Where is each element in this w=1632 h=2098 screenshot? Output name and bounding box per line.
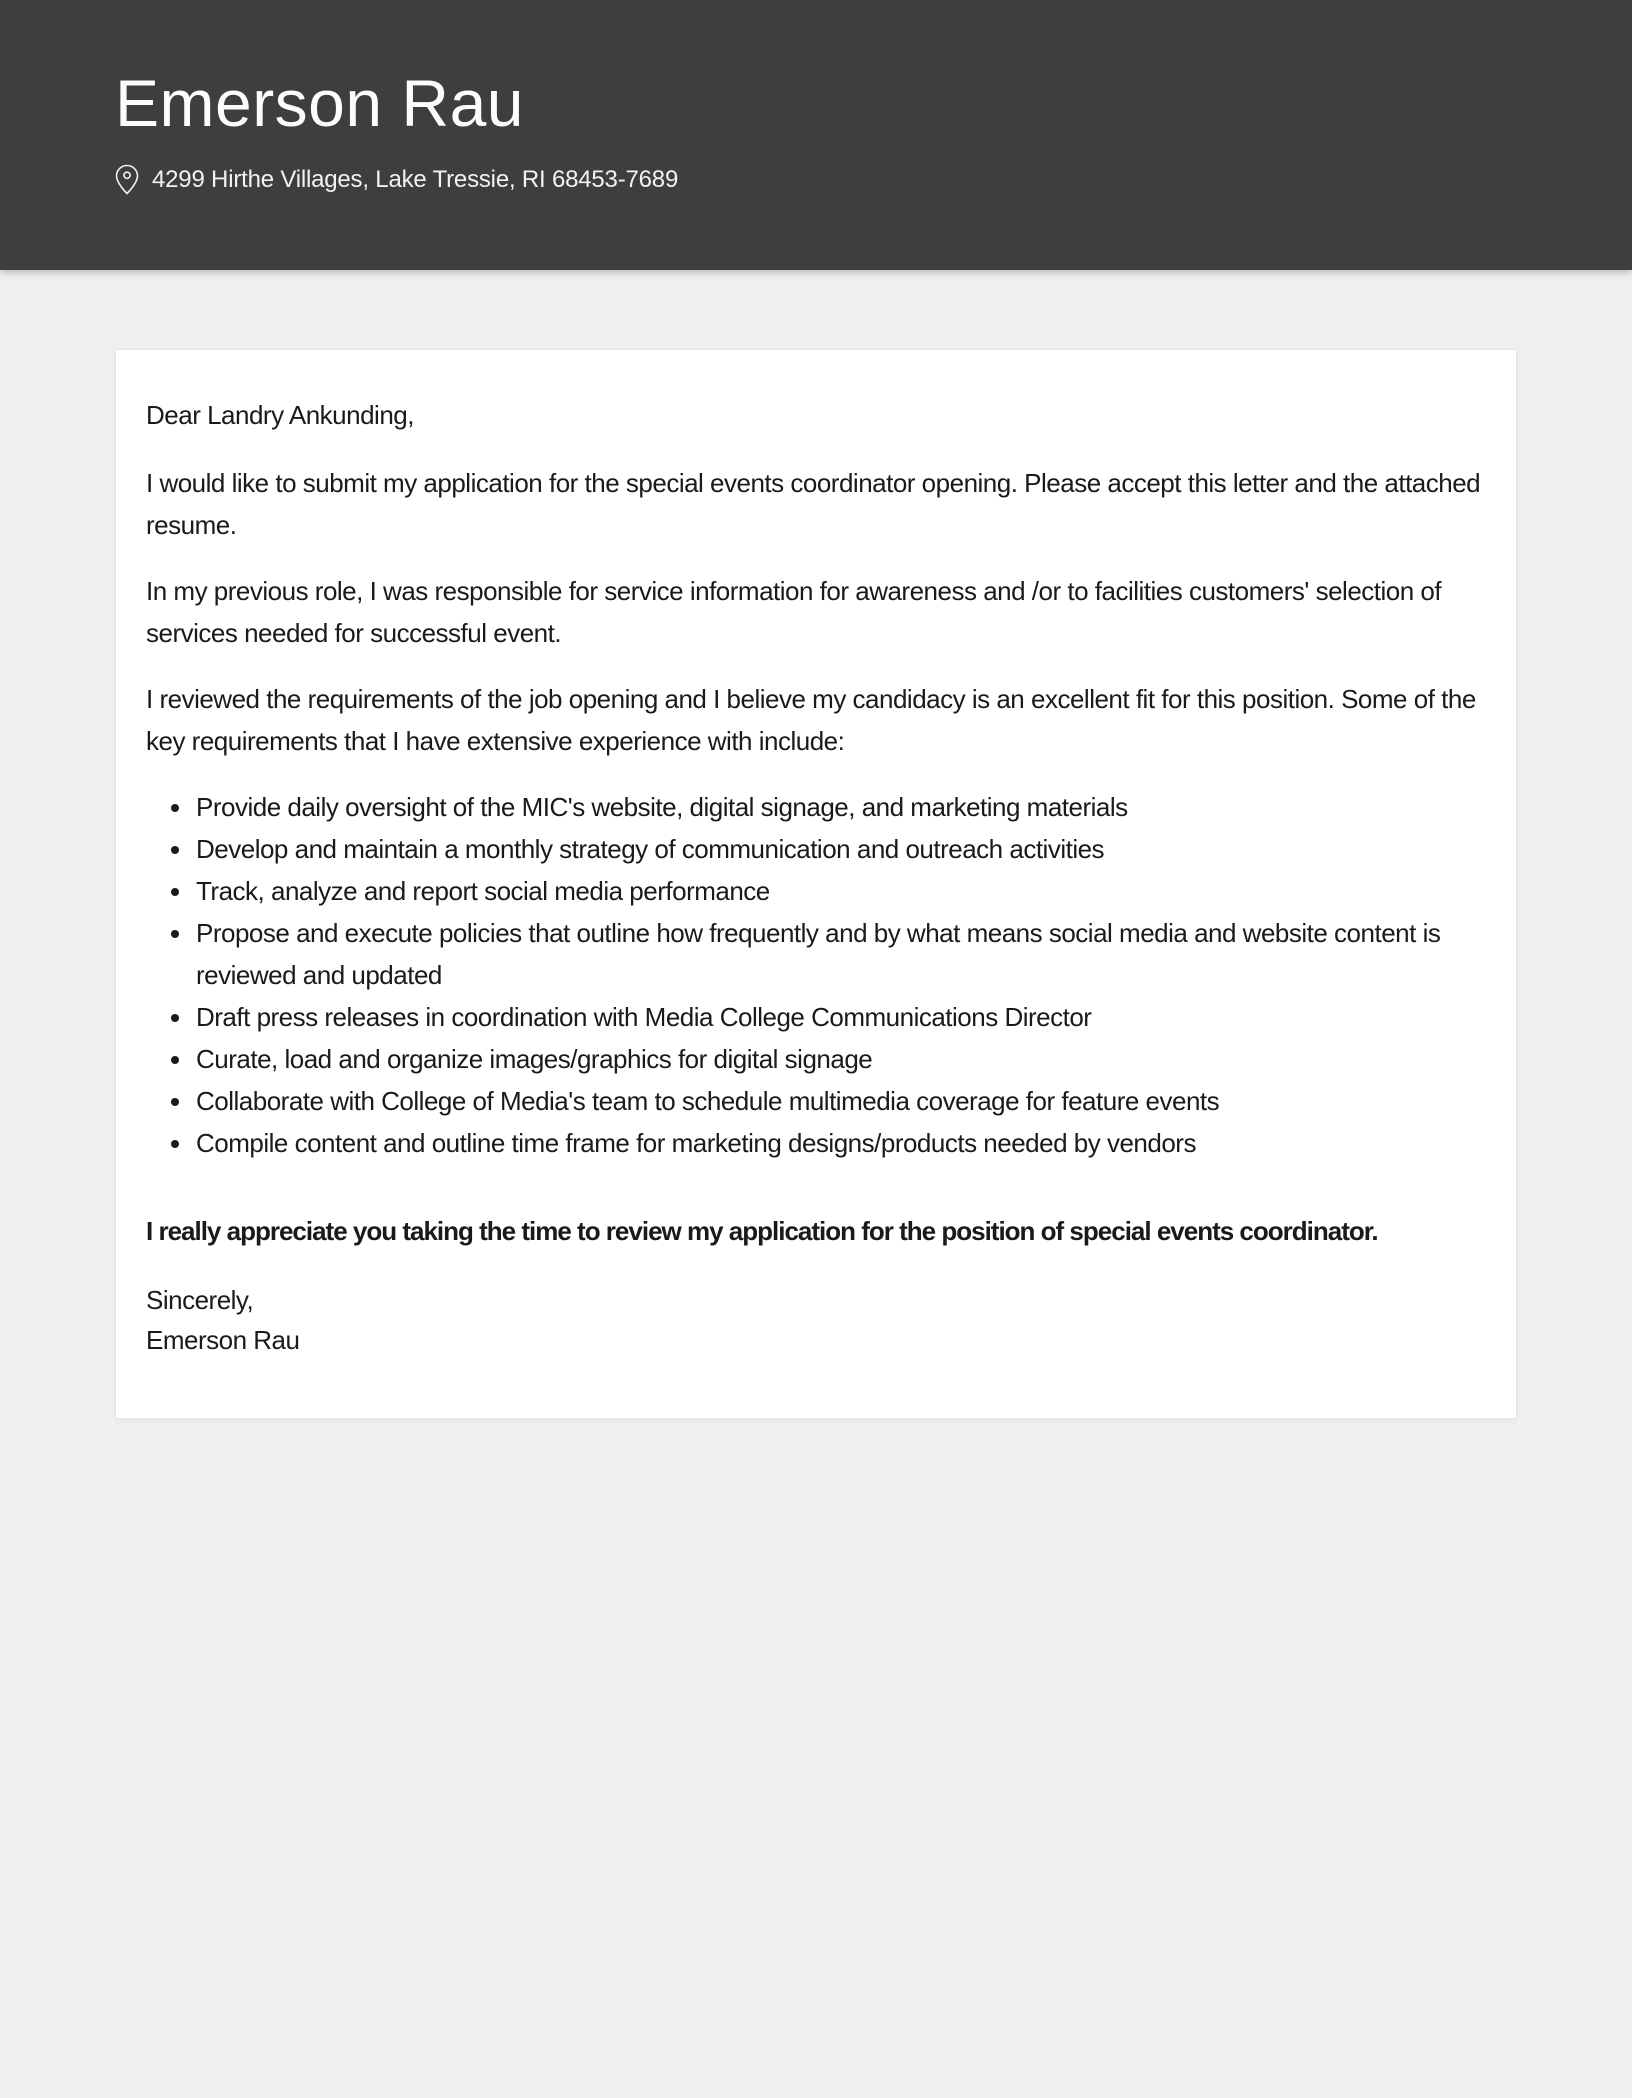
applicant-name: Emerson Rau	[115, 66, 525, 140]
requirement-item: • Compile content and outline time frame for marketing designs/products needed by vendors	[194, 1122, 1484, 1164]
requirement-item: • Develop and maintain a monthly strategy of communication and outreach activities	[194, 828, 1484, 870]
requirements-list	[146, 786, 1484, 1164]
letter-paragraph-previous-role: In my previous role, I was responsible for service information for awareness and /or to facilities customers' selection of services needed for successful event.	[146, 576, 1442, 648]
location-pin-icon	[115, 164, 139, 195]
letter-paragraph-requirements: I reviewed the requirements of the job opening and I believe my candidacy is an excellent fit for this position. Some of the key requirements that I have extensive experience with include:	[146, 684, 1476, 756]
address-row	[115, 164, 1632, 195]
letter-header	[0, 0, 1632, 270]
applicant-address: 4299 Hirthe Villages, Lake Tressie, RI 68453-7689	[152, 165, 679, 193]
greeting: Dear Landry Ankunding,	[146, 400, 414, 430]
requirement-item: • Propose and execute policies that outline how frequently and by what means social media and website content is reviewed and updated	[194, 912, 1484, 996]
requirement-item: • Track, analyze and report social media performance	[194, 870, 1484, 912]
cover-letter-card	[115, 349, 1517, 1419]
closing-statement: I really appreciate you taking the time to review my application for the position of special events coordinator.	[146, 1216, 1378, 1246]
requirement-item: • Provide daily oversight of the MIC's website, digital signage, and marketing materials	[194, 786, 1484, 828]
requirement-item: • Curate, load and organize images/graphics for digital signage	[194, 1038, 1484, 1080]
requirement-item: • Draft press releases in coordination with Media College Communications Director	[194, 996, 1484, 1038]
letter-paragraph-intro: I would like to submit my application for the special events coordinator opening. Please accept this letter and the attached resume.	[146, 468, 1481, 540]
requirement-item: • Collaborate with College of Media's team to schedule multimedia coverage for feature events	[194, 1080, 1484, 1122]
signoff: Sincerely,	[146, 1285, 254, 1315]
signature-name: Emerson Rau	[146, 1325, 300, 1355]
